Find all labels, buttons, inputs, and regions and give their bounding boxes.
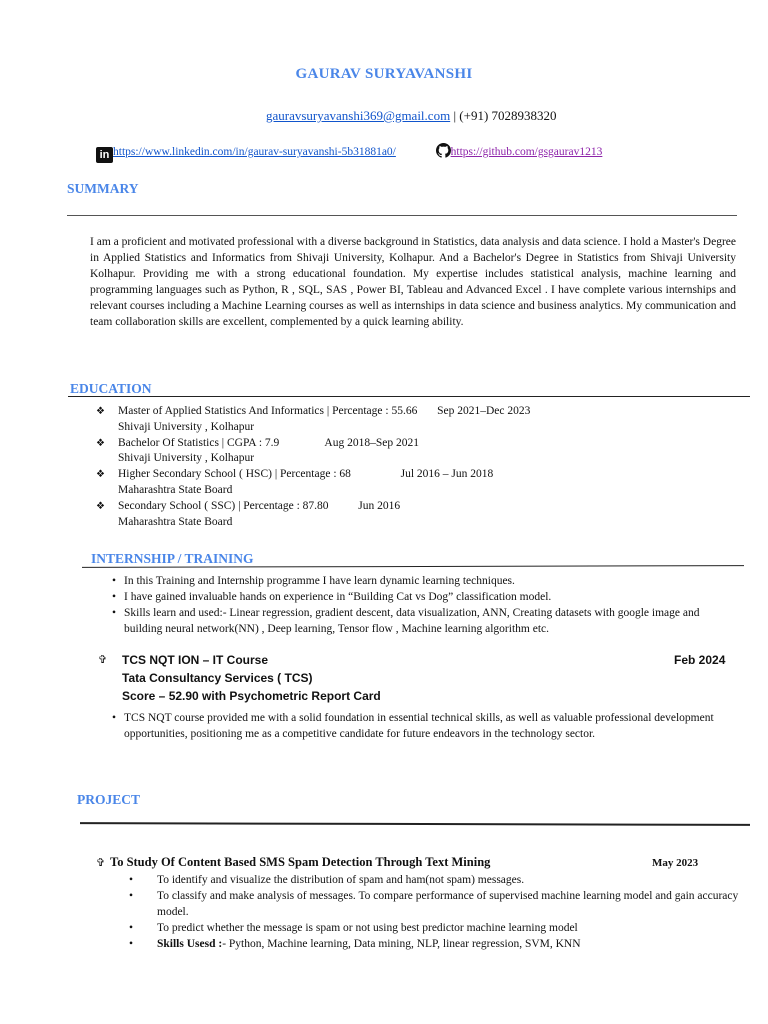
project-title: To Study Of Content Based SMS Spam Detection Through Text Mining [110, 855, 491, 869]
education-degree: Bachelor Of Statistics | CGPA : 7.9 [118, 436, 280, 449]
list-item: • In this Training and Internship programme I have learn dynamic learning techniques. [112, 575, 515, 587]
education-institution: Maharashtra State Board [118, 515, 233, 528]
list-item: • Skills Usesd :- Python, Machine learning, Data mining, NLP, linear regression, SVM, KNN [129, 938, 581, 950]
summary-divider [67, 215, 737, 216]
education-item [96, 467, 736, 499]
summary-heading: SUMMARY [67, 181, 139, 196]
diamond-bullet-icon: ❖ [96, 500, 105, 512]
project-divider [80, 822, 750, 825]
list-item: • To predict whether the message is spam or not using best predictor machine learning model [129, 922, 578, 934]
education-degree: Higher Secondary School ( HSC) | Percentage : 68 [118, 468, 351, 481]
diamond-bullet-icon: ❖ [96, 406, 105, 417]
phone-number: | (+91) 7028938320 [450, 108, 557, 123]
contact-line [266, 108, 557, 124]
internship-heading: INTERNSHIP / TRAINING [91, 551, 254, 566]
list-item: • Skills learn and used:- Linear regression, gradient descent, data visualization, ANN, Creating datasets with google image and building neural network(NN) , Deep learning, Tensor flow , Machine learning algorithm etc. [112, 607, 700, 635]
education-divider [68, 396, 750, 397]
github-icon [436, 143, 451, 158]
course-description [112, 710, 738, 742]
list-item: • TCS NQT course provided me with a solid foundation in essential technical skills, as well as valuable professional development opportunities, positioning me as a competitive candidate for future endeavors in the technology sector. [112, 712, 714, 740]
education-item [96, 436, 736, 468]
education-date: Sep 2021–Dec 2023 [437, 405, 531, 417]
education-date: Aug 2018–Sep 2021 [324, 436, 419, 449]
project-date: May 2023 [652, 857, 699, 869]
education-institution: Shivaji University , Kolhapur [118, 452, 255, 465]
summary-text: I am a proficient and motivated professional with a diverse background in Statistics, data analysis and data science. I hold a Master's Degree in Applied Statistics and Informatics from Shivaji University, Kolhapur. And a Bachelor's Degree in Statistics from Shivaji University Kolhapur. Providing me with a strong educational foundation. My expertise includes statistical analysis, machine learning and programming languages such as Python, R , SQL, SAS , Power BI, Tableau and Advanced Excel . I have complete various internships and relevant courses including a Machine Learning courses as well as internships in data science and business analytics. My communication and team collaboration skills are excellent, complemented by a quick learning ability. [90, 236, 736, 328]
diamond-bullet-icon: ❖ [96, 469, 105, 481]
project-heading: PROJECT [77, 792, 141, 807]
skills-text: - Python, Machine learning, Data mining, NLP, linear regression, SVM, KNN [222, 938, 581, 950]
education-degree: Secondary School ( SSC) | Percentage : 87.80 [118, 499, 329, 512]
education-institution: Shivaji University , Kolhapur [118, 420, 255, 433]
course-title: TCS NQT ION – IT Course [122, 653, 269, 667]
list-item: • I have gained invaluable hands on experience in “Building Cat vs Dog” classification model. [112, 591, 552, 603]
diamond-bullet-icon: ❖ [96, 437, 105, 449]
linkedin-icon: in [96, 147, 113, 163]
github-link[interactable]: https://github.com/gsgaurav1213 [450, 146, 603, 158]
education-institution: Maharashtra State Board [118, 483, 233, 496]
course-score: Score – 52.90 with Psychometric Report Card [122, 689, 381, 703]
internship-bullets [112, 573, 738, 637]
linkedin-link[interactable]: https://www.linkedin.com/in/gaurav-suryavanshi-5b31881a0/ [113, 146, 396, 158]
education-item [96, 499, 736, 531]
course-organization: Tata Consultancy Services ( TCS) [122, 671, 313, 685]
profile-links [96, 143, 736, 165]
cross-bullet-icon: ✞ [96, 857, 106, 869]
list-item: • To classify and make analysis of messages. To compare performance of supervised machine learning model and gain accuracy model. [129, 890, 739, 918]
education-heading: EDUCATION [70, 381, 152, 396]
education-date: Jun 2016 [358, 499, 401, 512]
email-link[interactable]: gauravsuryavanshi369@gmail.com [266, 108, 451, 123]
cross-bullet-icon: ✞ [98, 654, 108, 666]
skills-label: Skills Usesd : [157, 938, 223, 950]
education-degree: Master of Applied Statistics And Informatics | Percentage : 55.66 [118, 405, 418, 417]
list-item: • To identify and visualize the distribution of spam and ham(not spam) messages. [129, 874, 525, 886]
education-list [96, 404, 736, 530]
project-bullets [129, 872, 741, 952]
education-date: Jul 2016 – Jun 2018 [400, 468, 494, 481]
candidate-name: GAURAV SURYAVANSHI [295, 66, 473, 82]
education-item [96, 404, 736, 436]
course-date: Feb 2024 [674, 653, 726, 667]
